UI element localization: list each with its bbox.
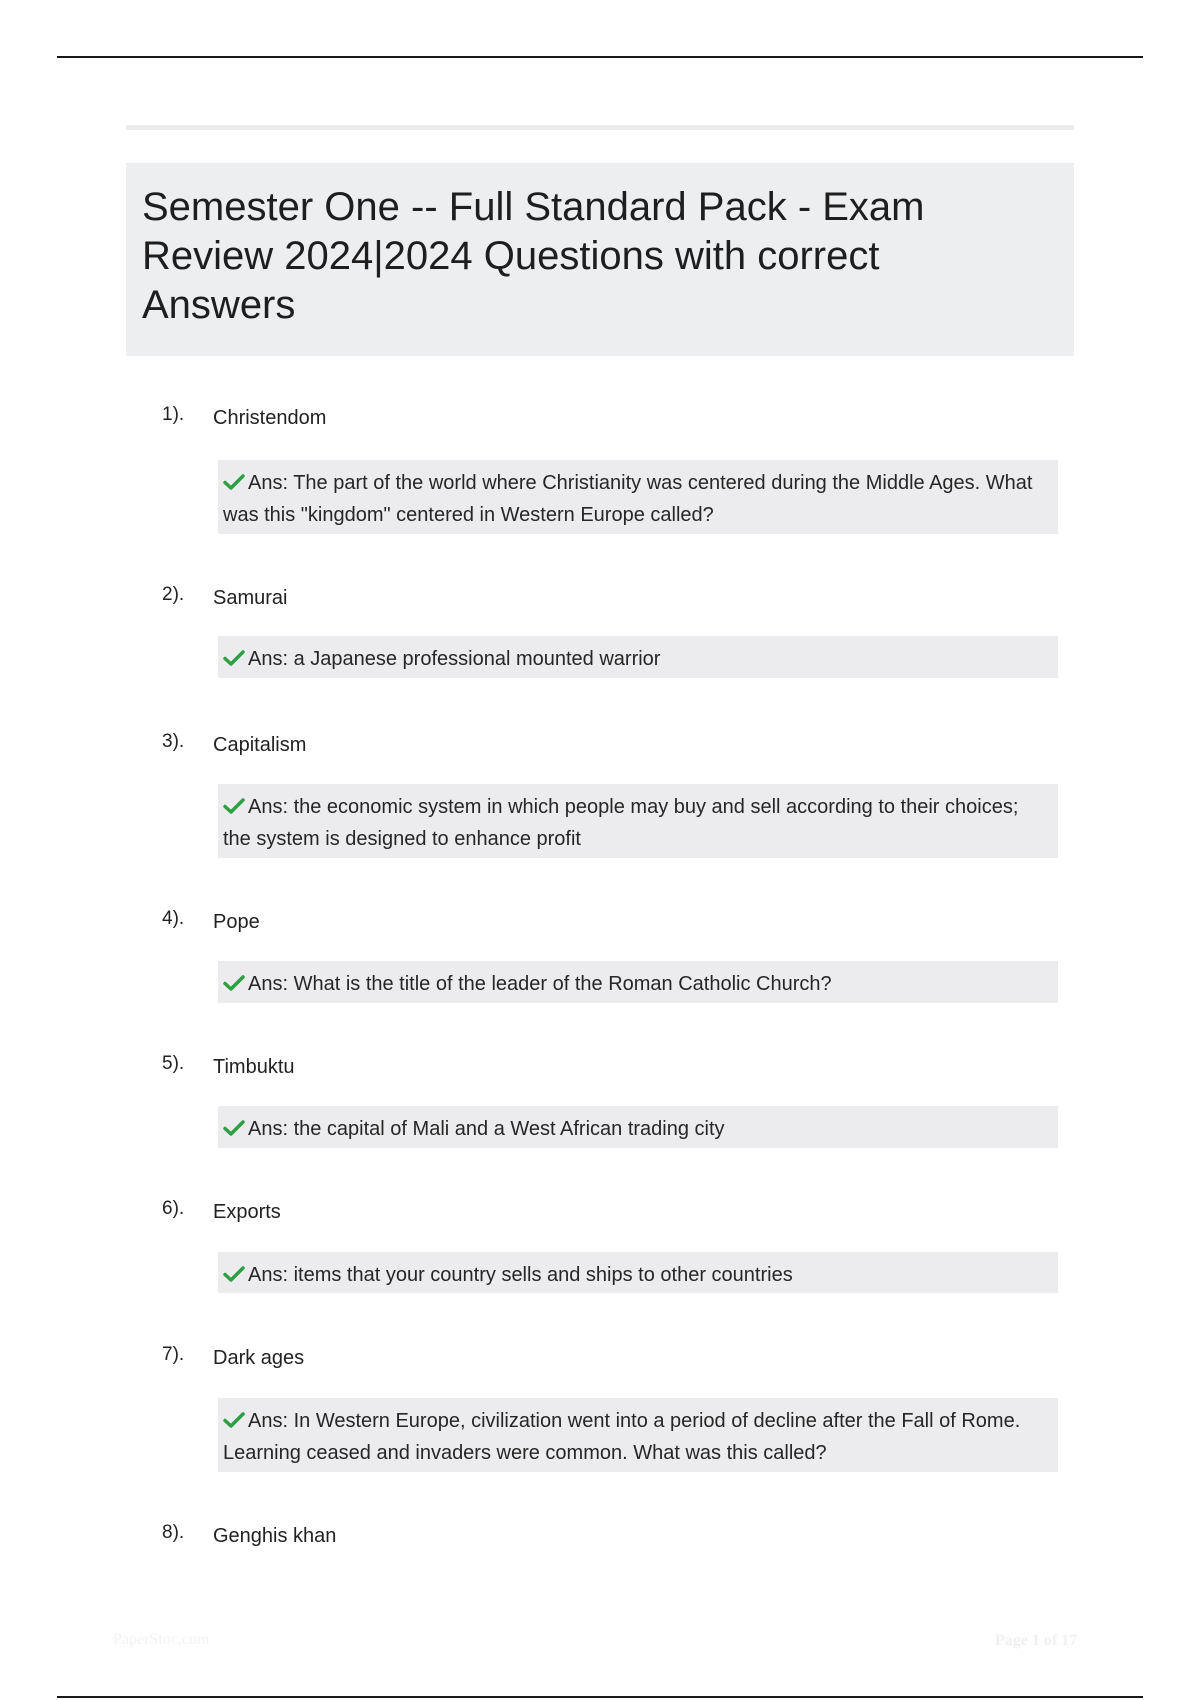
question-term: Exports (213, 1201, 281, 1223)
page-number: Page 1 of 17 (995, 1632, 1078, 1649)
question-term: Genghis khan (213, 1525, 337, 1547)
watermark-text: PaperStoc.com (113, 1631, 210, 1648)
question-number: 8). (162, 1522, 185, 1543)
answer-box (218, 784, 1058, 858)
question-term: Capitalism (213, 734, 307, 756)
answer-text: Ans: items that your country sells and ships to other countries (248, 1264, 793, 1286)
top-rule (57, 56, 1143, 58)
answer-box (218, 460, 1058, 534)
answer-box (218, 961, 1058, 1003)
question-number: 5). (162, 1053, 185, 1074)
question-term: Timbuktu (213, 1056, 295, 1078)
answer-text: Ans: a Japanese professional mounted warrior (248, 648, 661, 670)
question-number: 1). (162, 404, 185, 425)
answer-text: Ans: the capital of Mali and a West African trading city (248, 1118, 725, 1140)
question-term: Pope (213, 911, 260, 933)
bottom-rule (57, 1696, 1143, 1698)
question-number: 2). (162, 584, 185, 605)
question-number: 3). (162, 731, 185, 752)
answer-text: Ans: The part of the world where Christianity was centered during the Middle Ages. What was this "kingdom" centered in Western Europe called? (223, 472, 1033, 526)
question-term: Dark ages (213, 1347, 305, 1369)
header-divider (126, 125, 1074, 130)
title-box (126, 163, 1074, 356)
check-icon (223, 1265, 245, 1283)
check-icon (223, 1411, 245, 1429)
check-icon (223, 649, 245, 667)
answer-box (218, 1106, 1058, 1148)
answer-text: Ans: the economic system in which people may buy and sell according to their choices; the system is designed to enhance profit (223, 796, 1019, 850)
answer-text: Ans: What is the title of the leader of the Roman Catholic Church? (248, 973, 832, 995)
question-number: 4). (162, 908, 185, 929)
answer-box (218, 636, 1058, 678)
question-number: 7). (162, 1344, 185, 1365)
answer-text: Ans: In Western Europe, civilization went into a period of decline after the Fall of Rome. Learning ceased and invaders were common. What was this called? (223, 1410, 1021, 1464)
question-term: Christendom (213, 407, 327, 429)
question-term: Samurai (213, 587, 288, 609)
answer-box (218, 1252, 1058, 1293)
question-number: 6). (162, 1198, 185, 1219)
check-icon (223, 974, 245, 992)
check-icon (223, 797, 245, 815)
check-icon (223, 1119, 245, 1137)
answer-box (218, 1398, 1058, 1472)
check-icon (223, 473, 245, 491)
page-title: Semester One -- Full Standard Pack - Exam Review 2024|2024 Questions with correct Answers (142, 185, 925, 327)
